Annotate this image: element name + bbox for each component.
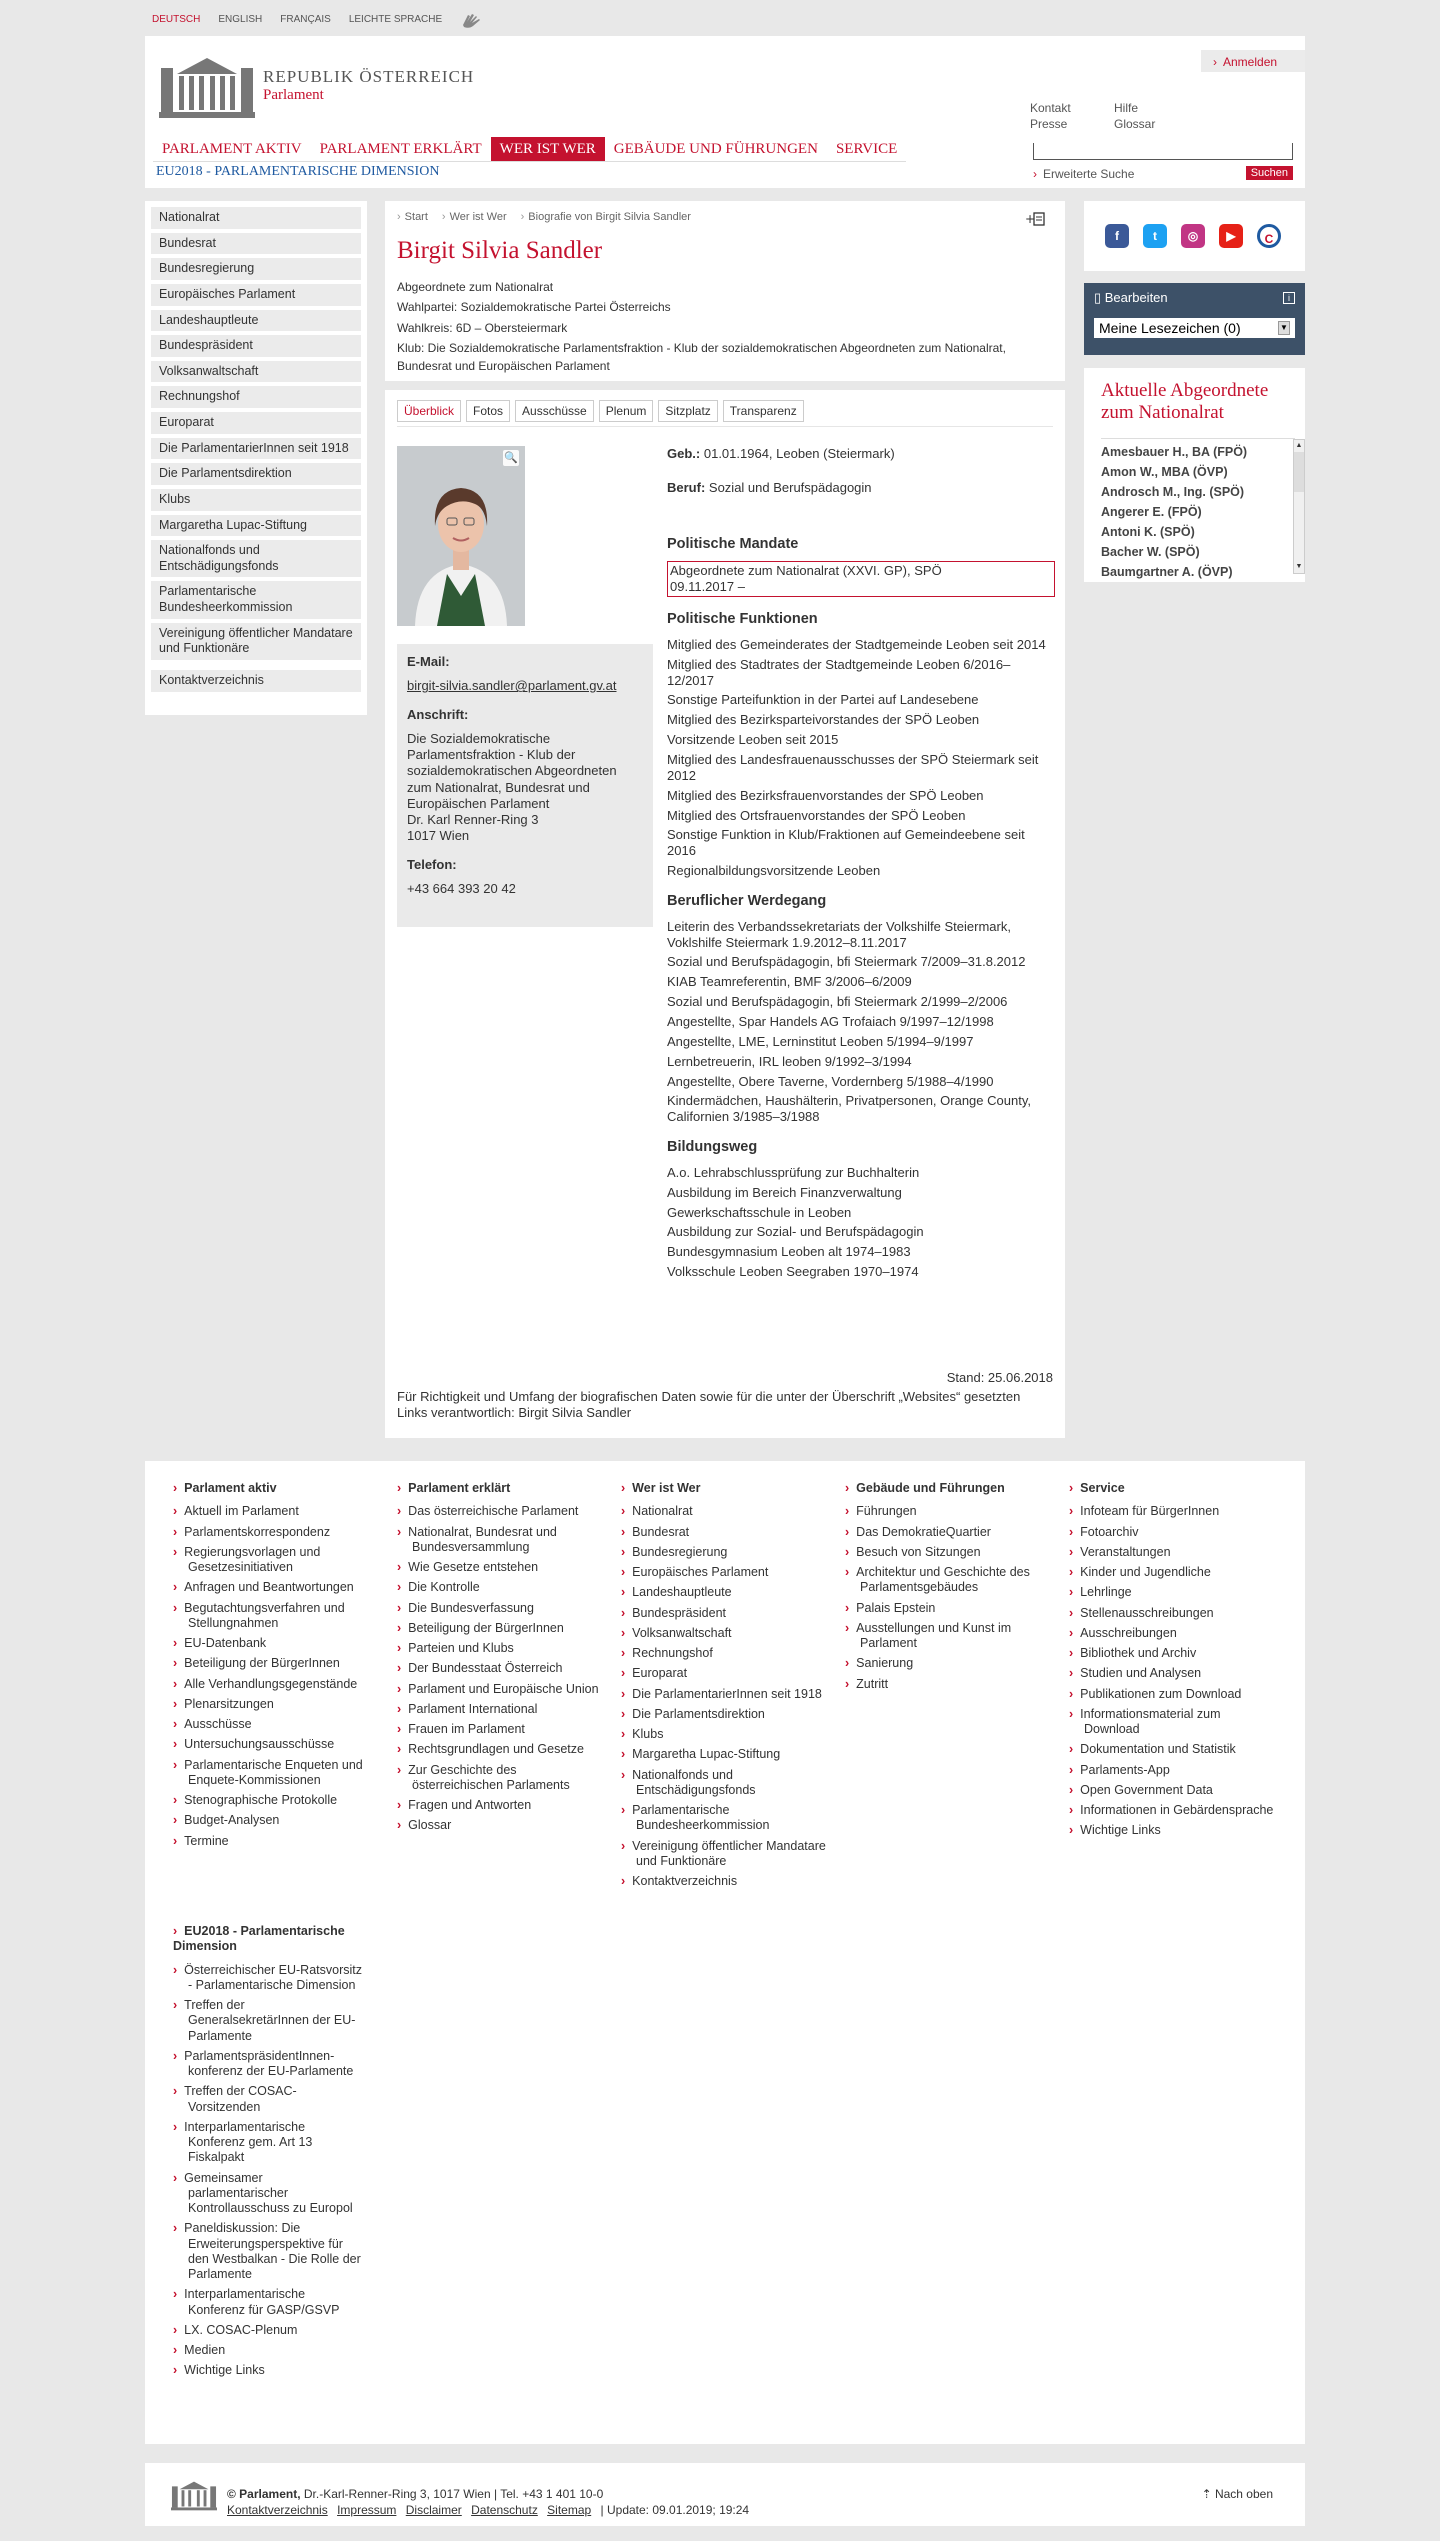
footer-link[interactable]: › Bundespräsident xyxy=(621,1606,831,1621)
footer-link[interactable]: › Anfragen und Beantwortungen xyxy=(173,1580,383,1595)
footer-link[interactable]: › Volksanwaltschaft xyxy=(621,1626,831,1641)
mandate-date: 09.11.2017 – xyxy=(670,579,745,595)
footer-link[interactable]: › Österreichischer EU-Ratsvorsitz - Parlamentarische Dimension xyxy=(173,1963,363,1994)
function-item: Mitglied des Bezirksparteivorstandes der SPÖ Leoben xyxy=(667,712,980,728)
footer-link[interactable]: › Stenographische Protokolle xyxy=(173,1793,383,1808)
footer-link-disclaimer[interactable]: Disclaimer xyxy=(405,2502,462,2517)
bookmark-icon: ▯ xyxy=(1094,290,1105,305)
member-link[interactable]: Angerer E. (FPÖ) xyxy=(1101,504,1202,519)
footer-link[interactable]: › ParlamentspräsidentInnen-konferenz der EU-Parlamente xyxy=(173,2049,363,2080)
link-hilfe[interactable]: Hilfe xyxy=(1114,101,1139,115)
search-input[interactable] xyxy=(1033,143,1293,160)
nav-eu2018[interactable]: EU2018 - PARLAMENTARISCHE DIMENSION xyxy=(156,164,440,179)
footer-col-eu2018 xyxy=(173,1924,363,2384)
tab-plenum[interactable]: Plenum xyxy=(599,400,654,422)
phone-value: +43 664 393 20 42 xyxy=(407,880,516,896)
career-item: Lernbetreuerin, IRL leoben 9/1992–3/1994 xyxy=(667,1053,912,1069)
footer-heading[interactable]: › Wer ist Wer xyxy=(621,1481,831,1496)
scroll-thumb[interactable] xyxy=(1294,452,1304,492)
person-header xyxy=(385,201,1065,381)
education-item: Gewerkschaftsschule in Leoben xyxy=(667,1204,852,1220)
career-item: Sozial und Berufspädagogin, bfi Steiermark 7/2009–31.8.2012 xyxy=(667,954,1026,970)
address-label: Anschrift: xyxy=(407,706,469,722)
function-item: Regionalbildungsvorsitzende Leoben xyxy=(667,863,881,879)
current-members-panel xyxy=(1084,368,1305,582)
function-item: Sonstige Parteifunktion in der Partei auf Landesebene xyxy=(667,692,979,708)
footer-col-wer-ist-wer xyxy=(621,1481,831,1894)
footer-link[interactable]: › Ausstellungen und Kunst im Parlament xyxy=(845,1621,1055,1652)
address-value xyxy=(407,731,643,845)
footer-link[interactable]: › Rechnungshof xyxy=(621,1646,831,1661)
education-item: A.o. Lehrabschlussprüfung zur Buchhalterin xyxy=(667,1164,920,1180)
footer-link[interactable]: › Informationsmaterial zum Download xyxy=(1069,1707,1279,1738)
footer-link[interactable]: › Beteiligung der BürgerInnen xyxy=(397,1621,607,1636)
instagram-icon[interactable]: ◎ xyxy=(1181,224,1205,248)
bookmark-add-icon[interactable] xyxy=(1025,211,1047,227)
twitter-icon[interactable]: t xyxy=(1143,224,1167,248)
contact-box xyxy=(397,644,653,927)
footer-link[interactable]: › Bundesrat xyxy=(621,1525,831,1540)
footer-link[interactable]: › Der Bundesstaat Österreich xyxy=(397,1661,607,1676)
footer-heading[interactable]: › Gebäude und Führungen xyxy=(845,1481,1055,1496)
link-presse[interactable]: Presse xyxy=(1030,117,1068,131)
member-link[interactable]: Bacher W. (SPÖ) xyxy=(1101,544,1200,559)
footer-link[interactable]: › Untersuchungsausschüsse xyxy=(173,1737,383,1752)
member-link[interactable]: Amon W., MBA (ÖVP) xyxy=(1101,464,1228,479)
footer-info xyxy=(227,2487,749,2518)
page-title: Birgit Silvia Sandler xyxy=(397,237,603,264)
site-footer xyxy=(145,1461,1305,2444)
person-details xyxy=(385,390,1065,1438)
functions-heading: Politische Funktionen xyxy=(667,611,818,628)
person-club: Klub: Die Sozialdemokratische Parlamentsfraktion - Klub der sozialdemokratischen Abgeordneten zum Nationalrat, Bundesrat und Europäischen Parlament xyxy=(397,341,1006,373)
footer-link[interactable]: › Wie Gesetze entstehen xyxy=(397,1560,607,1575)
footer-update: | Update: 09.01.2019; 19:24 xyxy=(600,2502,750,2517)
person-party: Wahlpartei: Sozialdemokratische Partei Österreichs xyxy=(397,300,671,315)
member-link[interactable]: Androsch M., Ing. (SPÖ) xyxy=(1101,484,1245,499)
lang-english[interactable]: ENGLISH xyxy=(218,14,263,25)
footer-link[interactable]: › Europarat xyxy=(621,1666,831,1681)
sidebar-item-volksanwaltschaft[interactable]: Volksanwaltschaft xyxy=(151,361,361,383)
sidebar-item-klubs[interactable]: Klubs xyxy=(151,489,361,511)
function-item: Mitglied des Landesfrauenausschusses der SPÖ Steiermark seit 2012 xyxy=(667,751,1039,783)
footer-link[interactable]: › Wichtige Links xyxy=(173,2363,363,2378)
footer-link[interactable]: › Landeshauptleute xyxy=(621,1585,831,1600)
logo-line1: REPUBLIK ÖSTERREICH xyxy=(263,67,475,87)
biography xyxy=(667,446,1055,1284)
footer-link[interactable]: › Die Kontrolle xyxy=(397,1580,607,1595)
birth-label: Geb.: xyxy=(667,446,701,461)
footer-link[interactable]: › Ausschreibungen xyxy=(1069,1626,1279,1641)
sidebar-item-parlamentarier-seit-1918[interactable]: Die ParlamentarierInnen seit 1918 xyxy=(151,438,361,460)
footer-heading[interactable]: › Parlament aktiv xyxy=(173,1481,383,1496)
footer-link[interactable]: › Fragen und Antworten xyxy=(397,1798,607,1813)
footer-link[interactable]: › Parlaments-App xyxy=(1069,1763,1279,1778)
footer-heading[interactable]: › EU2018 - Parlamentarische Dimension xyxy=(173,1924,363,1955)
education-item: Bundesgymnasium Leoben alt 1974–1983 xyxy=(667,1244,911,1260)
career-item: Kindermädchen, Haushälterin, Privatpersonen, Orange County, Californien 3/1985–3/1988 xyxy=(667,1093,1031,1125)
footer-link[interactable]: › Palais Epstein xyxy=(845,1601,1055,1616)
tab-fotos[interactable]: Fotos xyxy=(466,400,510,422)
member-link[interactable]: Antoni K. (SPÖ) xyxy=(1101,524,1195,539)
profession-value: Sozial und Berufspädagogin xyxy=(708,479,872,495)
footer-link[interactable]: › Nationalrat xyxy=(621,1504,831,1519)
footer-link[interactable]: › Kinder und Jugendliche xyxy=(1069,1565,1279,1580)
footer-link[interactable]: › Publikationen zum Download xyxy=(1069,1687,1279,1702)
mediathek-icon[interactable]: C xyxy=(1257,224,1281,248)
parliament-building-icon xyxy=(159,54,255,118)
link-kontakt[interactable]: Kontakt xyxy=(1030,101,1071,115)
career-item: Angestellte, Spar Handels AG Trofaiach 9/1997–12/1998 xyxy=(667,1013,994,1029)
social-links xyxy=(1084,201,1305,271)
nav-wer-ist-wer[interactable]: WER IST WER xyxy=(491,137,605,162)
footer-link[interactable]: › Paneldiskussion: Die Erweiterungsperspektive für den Westbalkan - Die Rolle der Parlamente xyxy=(173,2221,363,2282)
sidebar-item-bundesrat[interactable]: Bundesrat xyxy=(151,233,361,255)
bookmarks-select-value: Meine Lesezeichen (0) xyxy=(1099,320,1241,336)
advanced-search-link[interactable]: › Erweiterte Suche xyxy=(1033,167,1134,181)
sidebar xyxy=(145,201,367,715)
portrait-photo[interactable] xyxy=(397,446,525,626)
tab-ausschuesse[interactable]: Ausschüsse xyxy=(515,400,594,422)
breadcrumb-current: › Biografie von Birgit Silvia Sandler xyxy=(521,211,691,223)
footer-link[interactable]: › Kontaktverzeichnis xyxy=(621,1874,831,1889)
sidebar-item-bundespraesident[interactable]: Bundespräsident xyxy=(151,335,361,357)
person-summary xyxy=(397,279,1053,375)
youtube-icon[interactable]: ▶ xyxy=(1219,224,1243,248)
function-item: Sonstige Funktion in Klub/Fraktionen auf Gemeindeebene seit 2016 xyxy=(667,827,1025,859)
phone-label: Telefon: xyxy=(407,856,457,872)
email-label: E-Mail: xyxy=(407,654,450,669)
zoom-icon[interactable]: 🔍 xyxy=(504,452,518,464)
footer-link[interactable]: › Beteiligung der BürgerInnen xyxy=(173,1656,383,1671)
breadcrumb-wer-ist-wer[interactable]: › Wer ist Wer xyxy=(442,211,507,223)
member-link[interactable]: Baumgartner A. (ÖVP) xyxy=(1101,564,1233,579)
tab-sitzplatz[interactable]: Sitzplatz xyxy=(658,400,717,422)
career-item: Sozial und Berufspädagogin, bfi Steiermark 2/1999–2/2006 xyxy=(667,994,1008,1010)
last-updated: Stand: 25.06.2018 xyxy=(946,1370,1053,1385)
email-link[interactable]: birgit-silvia.sandler@parlament.gv.at xyxy=(407,678,617,694)
footer-link[interactable]: › EU-Datenbank xyxy=(173,1636,383,1651)
footer-link[interactable]: › Informationen in Gebärdensprache xyxy=(1069,1803,1279,1818)
login-button[interactable]: › Anmelden xyxy=(1201,50,1305,72)
footer-link[interactable]: › Stellenausschreibungen xyxy=(1069,1606,1279,1621)
footer-link[interactable]: › Interparlamentarische Konferenz für GASP/GSVP xyxy=(173,2287,363,2318)
footer-link[interactable]: › Regierungsvorlagen und Gesetzesinitiativen xyxy=(173,1545,383,1576)
footer-link[interactable]: › Budget-Analysen xyxy=(173,1813,383,1828)
tab-transparenz[interactable]: Transparenz xyxy=(723,400,804,422)
footer-link[interactable]: › Klubs xyxy=(621,1727,831,1742)
footer-link[interactable]: › Lehrlinge xyxy=(1069,1585,1279,1600)
sidebar-item-bundesregierung[interactable]: Bundesregierung xyxy=(151,258,361,280)
footer-link[interactable]: › Ausschüsse xyxy=(173,1717,383,1732)
link-glossar[interactable]: Glossar xyxy=(1114,117,1156,131)
functions-list xyxy=(667,637,1055,879)
footer-col-gebaeude xyxy=(845,1481,1055,1697)
footer-link[interactable]: › Nationalfonds und Entschädigungsfonds xyxy=(621,1768,831,1799)
footer-link[interactable]: › Architektur und Geschichte des Parlamentsgebäudes xyxy=(845,1565,1055,1596)
footer-heading[interactable]: › Service xyxy=(1069,1481,1279,1496)
person-district: Wahlkreis: 6D – Obersteiermark xyxy=(397,320,568,335)
footer-link[interactable]: › Das österreichische Parlament xyxy=(397,1504,607,1519)
mandate-title: Abgeordnete zum Nationalrat (XXVI. GP), SPÖ xyxy=(670,563,942,579)
nav-parlament-aktiv[interactable]: PARLAMENT AKTIV xyxy=(153,137,311,162)
sidebar-item-nationalrat[interactable]: Nationalrat xyxy=(151,207,361,229)
address-line: 1017 Wien xyxy=(407,828,470,844)
footer-col-parlament-erklaert xyxy=(397,1481,607,1839)
education-item: Ausbildung zur Sozial- und Berufspädagogin xyxy=(667,1224,924,1240)
footer-link[interactable]: › Aktuell im Parlament xyxy=(173,1504,383,1519)
sidebar-item-europarat[interactable]: Europarat xyxy=(151,412,361,434)
footer-link[interactable]: › Führungen xyxy=(845,1504,1055,1519)
lang-leichte-sprache[interactable]: LEICHTE SPRACHE xyxy=(348,14,443,25)
footer-link[interactable]: › Treffen der GeneralsekretärInnen der EU-Parlamente xyxy=(173,1998,363,2044)
current-members-list xyxy=(1101,438,1303,579)
sidebar-item-europaeisches-parlament[interactable]: Europäisches Parlament xyxy=(151,284,361,306)
detail-tabs xyxy=(397,400,1053,427)
disclaimer-text: Für Richtigkeit und Umfang der biografischen Daten sowie für die unter der Überschrift „Websites“ gesetzten Links verantwortlich: Birgit Silvia Sandler xyxy=(397,1389,1021,1421)
scroll-up-icon[interactable]: ▲ xyxy=(1295,441,1303,449)
facebook-icon[interactable]: f xyxy=(1105,224,1129,248)
footer-link[interactable]: › Parteien und Klubs xyxy=(397,1641,607,1656)
footer-link-datenschutz[interactable]: Datenschutz xyxy=(471,2502,538,2517)
footer-link[interactable]: › Fotoarchiv xyxy=(1069,1525,1279,1540)
function-item: Mitglied des Ortsfrauenvorstandes der SPÖ Leoben xyxy=(667,807,966,823)
sidebar-item-vereinigung-mandatare[interactable]: Vereinigung öffentlicher Mandatare und Funktionäre xyxy=(151,623,361,660)
footer-link-sitemap[interactable]: Sitemap xyxy=(547,2502,592,2517)
career-item: KIAB Teamreferentin, BMF 3/2006–6/2009 xyxy=(667,974,912,990)
function-item: Mitglied des Bezirksfrauenvorstandes der SPÖ Leoben xyxy=(667,787,984,803)
parliament-building-icon xyxy=(171,2479,217,2511)
footer-link[interactable]: › Zutritt xyxy=(845,1677,1055,1692)
person-role: Abgeordnete zum Nationalrat xyxy=(397,280,554,294)
footer-legal-links xyxy=(227,2503,749,2519)
footer-link[interactable]: › Studien und Analysen xyxy=(1069,1666,1279,1681)
footer-link[interactable]: › Treffen der COSAC-Vorsitzenden xyxy=(173,2084,363,2115)
current-members-title: Aktuelle Abgeordnete zum Nationalrat xyxy=(1101,380,1269,423)
career-heading: Beruflicher Werdegang xyxy=(667,892,827,909)
scrollbar[interactable] xyxy=(1293,439,1305,574)
function-item: Mitglied des Gemeinderates der Stadtgemeinde Leoben seit 2014 xyxy=(667,636,1046,652)
footer-link[interactable]: › Glossar xyxy=(397,1818,607,1833)
member-link[interactable]: Amesbauer H., BA (FPÖ) xyxy=(1101,444,1248,459)
footer-link[interactable]: › Vereinigung öffentlicher Mandatare und Funktionäre xyxy=(621,1839,831,1870)
footer-link-impressum[interactable]: Impressum xyxy=(337,2502,397,2517)
breadcrumb xyxy=(397,211,1053,223)
education-item: Ausbildung im Bereich Finanzverwaltung xyxy=(667,1184,902,1200)
footer-link[interactable]: › Rechtsgrundlagen und Gesetze xyxy=(397,1742,607,1757)
footer-link[interactable]: › Termine xyxy=(173,1834,383,1849)
nav-gebaeude-fuehrungen[interactable]: GEBÄUDE UND FÜHRUNGEN xyxy=(605,137,827,162)
footer-link[interactable]: › Parlamentarische Bundesheerkommission xyxy=(621,1803,831,1834)
footer-link[interactable]: › Bibliothek und Archiv xyxy=(1069,1646,1279,1661)
footer-link[interactable]: › Besuch von Sitzungen xyxy=(845,1545,1055,1560)
lang-francais[interactable]: FRANÇAIS xyxy=(280,14,331,25)
sidebar-item-kontaktverzeichnis[interactable]: Kontaktverzeichnis xyxy=(151,670,361,692)
footer-link[interactable]: › Parlamentarische Enqueten und Enquete-Kommissionen xyxy=(173,1758,383,1789)
edit-title: Bearbeiten xyxy=(1104,290,1168,305)
edit-panel xyxy=(1084,283,1305,355)
career-item: Angestellte, LME, Lerninstitut Leoben 5/1994–9/1997 xyxy=(667,1033,974,1049)
education-list xyxy=(667,1165,1055,1280)
footer-org: © Parlament, xyxy=(227,2487,301,2501)
footer-link[interactable]: › Parlament und Europäische Union xyxy=(397,1682,607,1697)
birth-value: 01.01.1964, Leoben (Steiermark) xyxy=(703,446,895,461)
mandate-box xyxy=(667,561,1055,597)
address-line: Die Sozialdemokratische Parlamentsfraktion - Klub der sozialdemokratischen Abgeordneten zum Nationalrat, Bundesrat und Europäischen Parlament xyxy=(407,730,617,811)
back-to-top-label: Nach oben xyxy=(1214,2487,1273,2501)
mandates-heading: Politische Mandate xyxy=(667,535,799,552)
career-list xyxy=(667,919,1055,1125)
tab-ueberblick[interactable]: Überblick xyxy=(397,400,461,422)
footer-link[interactable]: › Wichtige Links xyxy=(1069,1823,1279,1838)
footer-link[interactable]: › Europäisches Parlament xyxy=(621,1565,831,1580)
footer-link[interactable]: › Infoteam für BürgerInnen xyxy=(1069,1504,1279,1519)
bottom-bar xyxy=(145,2463,1305,2526)
scroll-down-icon[interactable]: ▼ xyxy=(1295,562,1303,570)
career-item: Angestellte, Obere Taverne, Vordernberg 5/1988–4/1990 xyxy=(667,1073,994,1089)
footer-link[interactable]: › Nationalrat, Bundesrat und Bundesversammlung xyxy=(397,1525,607,1556)
parlament-logo[interactable] xyxy=(159,54,474,118)
search-row xyxy=(1033,167,1293,181)
footer-link[interactable]: › Plenarsitzungen xyxy=(173,1697,383,1712)
nav-parlament-erklaert[interactable]: PARLAMENT ERKLÄRT xyxy=(311,137,491,162)
footer-link[interactable]: › Gemeinsamer parlamentarischer Kontrollausschuss zu Europol xyxy=(173,2171,363,2217)
sign-language-icon[interactable] xyxy=(460,11,482,29)
footer-link[interactable]: › Dokumentation und Statistik xyxy=(1069,1742,1279,1757)
profession-label: Beruf: xyxy=(667,479,706,495)
footer-address: Dr.-Karl-Renner-Ring 3, 1017 Wien | Tel. +43 1 401 10-0 xyxy=(300,2487,604,2501)
footer-link[interactable]: › Frauen im Parlament xyxy=(397,1722,607,1737)
site-header xyxy=(145,36,1305,188)
sidebar-item-landeshauptleute[interactable]: Landeshauptleute xyxy=(151,310,361,332)
search-button[interactable]: Suchen xyxy=(1246,166,1293,180)
education-heading: Bildungsweg xyxy=(667,1139,758,1156)
footer-link[interactable]: › LX. COSAC-Plenum xyxy=(173,2323,363,2338)
chevron-down-icon: ▼ xyxy=(1278,321,1290,335)
function-item: Mitglied des Stadtrates der Stadtgemeinde Leoben 6/2016–12/2017 xyxy=(667,656,1011,688)
footer-link[interactable]: › Open Government Data xyxy=(1069,1783,1279,1798)
address-line: Dr. Karl Renner-Ring 3 xyxy=(407,812,539,827)
sidebar-item-bundesheerkommission[interactable]: Parlamentarische Bundesheerkommission xyxy=(151,581,361,618)
sidebar-item-parlamentsdirektion[interactable]: Die Parlamentsdirektion xyxy=(151,463,361,485)
svg-text:+: + xyxy=(1025,212,1036,226)
footer-link[interactable]: › Zur Geschichte des österreichischen Parlaments xyxy=(397,1763,607,1794)
footer-link[interactable]: › Medien xyxy=(173,2343,363,2358)
sidebar-item-rechnungshof[interactable]: Rechnungshof xyxy=(151,386,361,408)
sidebar-item-nationalfonds[interactable]: Nationalfonds und Entschädigungsfonds xyxy=(151,540,361,577)
edit-title-row xyxy=(1094,290,1168,306)
profession-info xyxy=(667,480,1055,496)
language-bar xyxy=(152,14,482,28)
footer-link[interactable]: › Das DemokratieQuartier xyxy=(845,1525,1055,1540)
bookmarks-select[interactable] xyxy=(1094,318,1295,338)
footer-link[interactable]: › Sanierung xyxy=(845,1656,1055,1671)
footer-link[interactable]: › Parlament International xyxy=(397,1702,607,1717)
footer-heading[interactable]: › Parlament erklärt xyxy=(397,1481,607,1496)
footer-link[interactable]: › Die Bundesverfassung xyxy=(397,1601,607,1616)
career-item: Leiterin des Verbandssekretariats der Volkshilfe Steiermark, Voklshilfe Steiermark 1.9.2012–8.11.2017 xyxy=(667,918,1011,950)
info-icon[interactable]: i xyxy=(1283,292,1295,304)
footer-link[interactable]: › Bundesregierung xyxy=(621,1545,831,1560)
footer-link[interactable]: › Die ParlamentarierInnen seit 1918 xyxy=(621,1687,831,1702)
footer-link[interactable]: › Veranstaltungen xyxy=(1069,1545,1279,1560)
birth-info xyxy=(667,446,1055,462)
lang-deutsch[interactable]: DEUTSCH xyxy=(152,14,201,25)
footer-col-service xyxy=(1069,1481,1279,1844)
footer-link[interactable]: › Begutachtungsverfahren und Stellungnahmen xyxy=(173,1601,383,1632)
breadcrumb-start[interactable]: › Start xyxy=(397,211,428,223)
logo-line2: Parlament xyxy=(263,87,324,104)
function-item: Vorsitzende Leoben seit 2015 xyxy=(667,732,839,748)
nav-service[interactable]: SERVICE xyxy=(827,137,906,162)
header-links xyxy=(1030,101,1194,131)
footer-link-kontaktverzeichnis[interactable]: Kontaktverzeichnis xyxy=(227,2502,328,2517)
footer-link[interactable]: › Die Parlamentsdirektion xyxy=(621,1707,831,1722)
footer-link[interactable]: › Interparlamentarische Konferenz gem. Art 13 Fiskalpakt xyxy=(173,2120,363,2166)
footer-link[interactable]: › Parlamentskorrespondenz xyxy=(173,1525,383,1540)
portrait-image xyxy=(397,446,525,626)
back-to-top-link[interactable] xyxy=(1202,2487,1273,2501)
education-item: Volksschule Leoben Seegraben 1970–1974 xyxy=(667,1264,919,1280)
sidebar-item-lupac-stiftung[interactable]: Margaretha Lupac-Stiftung xyxy=(151,515,361,537)
footer-link[interactable]: › Alle Verhandlungsgegenstände xyxy=(173,1677,383,1692)
arrow-up-icon: ⇡ xyxy=(1201,2487,1215,2501)
main-navigation xyxy=(153,137,906,162)
footer-link[interactable]: › Margaretha Lupac-Stiftung xyxy=(621,1747,831,1762)
footer-col-parlament-aktiv xyxy=(173,1481,383,1854)
